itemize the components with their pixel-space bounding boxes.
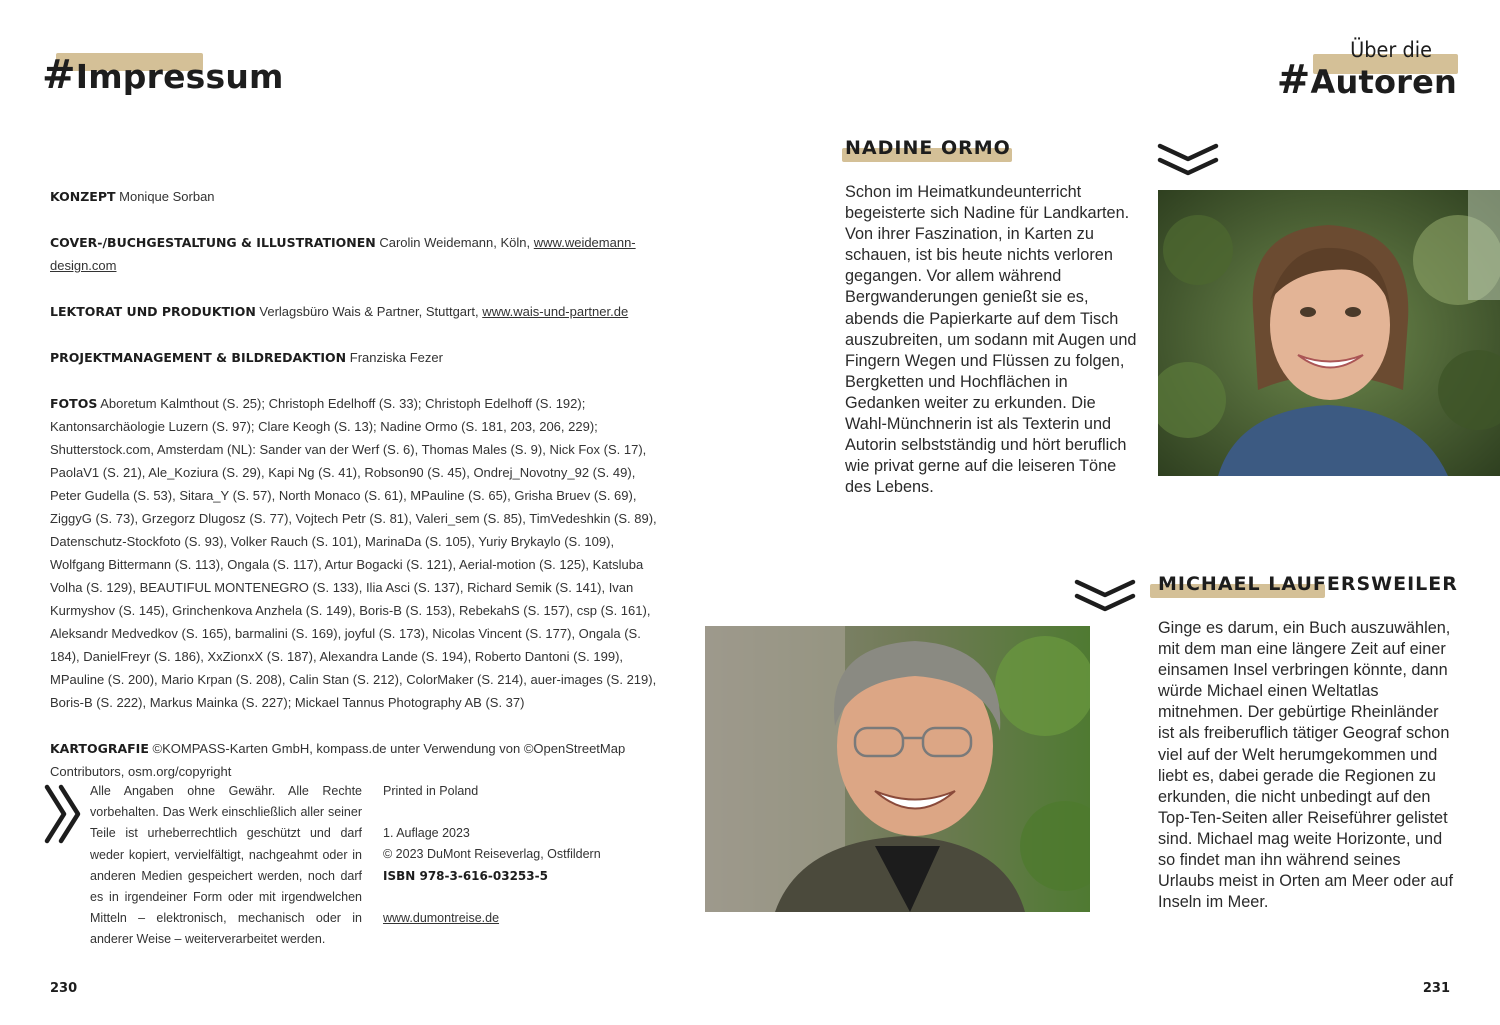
page-number-left: 230 [50,981,78,996]
copyright: © 2023 DuMont Reiseverlag, Ostfildern [383,847,601,862]
auflage: 1. Auflage 2023 [383,826,470,841]
double-chevron-right-icon [44,783,84,845]
credit-cover: COVER-/BUCHGESTALTUNG & ILLUSTRATIONEN Carolin Weidemann, Köln, www.weidemann-design.com [50,235,636,273]
disclaimer-text: Alle Angaben ohne Gewähr. Alle Rechte vorbehalten. Das Werk einschließlich aller seiner Teile ist urheberrechtlich geschützt und darf weder kopiert, vervielfältigt, nachgeahmt oder in anderen Medien gespeichert werden, noch darf es in irgendeiner Form oder mit irgendwelchen Mitteln – elektronisch, mechanisch oder in anderer Weise – weiterverarbeitet werden. [90,784,362,947]
author1-bio: Schon im Heimatkundeunterricht begeisterte sich Nadine für Landkarten. Von ihrer Faszination, in Karten zu schauen, ist bis heute nichts verloren gegangen. Vor allem während Bergwanderungen genießt sie es, abends die Papierkarte auf dem Tisch auszubreiten, um sodann mit Augen und Fingern Wegen und Flüssen zu folgen, Bergketten und Hochflächen in Gedanken weiter zu erkunden. Die Wahl-Münchnerin ist als Texterin und Autorin selbstständig und hört beruflich wie privat gerne auf die leiseren Töne des Lebens. [845,183,1137,497]
credit-projekt: PROJEKTMANAGEMENT & BILDREDAKTION Franziska Fezer [50,350,443,365]
isbn: ISBN 978-3-616-03253-5 [383,868,548,883]
page-number-right: 231 [1422,981,1450,996]
printed-in: Printed in Poland [383,784,479,798]
weidemann-link[interactable]: www.weidemann-design.com [50,235,636,273]
ueber-die-heading: Über die [1350,38,1432,62]
credits-block [50,185,660,806]
credit-fotos: FOTOS Aboretum Kalmthout (S. 25); Christoph Edelhoff (S. 33); Christoph Edelhoff (S. 192); Kantonsarchäologie Luzern (S. 97); Clare Keogh (S. 13); Nadine Ormo (S. 181, 203, 206, 229); Shutterstock.com, Amsterdam (NL): Sander van der Werf (S. 6), Thomas Males (S. 9), Nick Fox (S. 17), PaolaV1 (S. 21), Ale_Koziura (S. 29), Kapi Ng (S. 41), Robson90 (S. 45), Ondrej_Novotny_92 (S. 49), Peter Gudella (S. 53), Sitara_Y (S. 57), North Monaco (S. 61), MPauline (S. 65), Grisha Bruev (S. 69), ZiggyG (S. 73), Grzegorz Dlugosz (S. 77), Vojtech Petr (S. 81), Valeri_sem (S. 85), TimVedeshkin (S. 89), Datenschutz-Stockfoto (S. 93), Volker Rauch (S. 101), MarinaDa (S. 105), Yuriy Brykaylo (S. 109), Wolfgang Bittermann (S. 113), Ongala (S. 117), Artur Bogacki (S. 121), Aerial-motion (S. 125), Katsluba Volha (S. 129), BEAUTIFUL MONTENEGRO (S. 133), Ilia Asci (S. 137), Richard Semik (S. 141), Ivan Kurmyshov (S. 145), Grinchenkova Anzhela (S. 149), Boris-B (S. 153), RebekahS (S. 157), csp (S. 161), Aleksandr Medvedkov (S. 165), barmalini (S. 169), joyful (S. 173), Nicolas Vincent (S. 177), Ongala (S. 184), DanielFreyr (S. 186), XxZionxX (S. 187), Alexandra Lande (S. 194), Roberto Dantoni (S. 199), MPauline (S. 200), Mario Krpan (S. 208), Calin Stan (S. 212), ColorMaker (S. 214), auer-images (S. 219), Boris-B (S. 222), Markus Mainka (S. 227); Mickael Tannus Photography AB (S. 37) [50,396,657,710]
dumont-link[interactable]: www.dumontreise.de [383,910,500,925]
credit-kartografie: KARTOGRAFIE ©KOMPASS-Karten GmbH, kompass.de unter Verwendung von ©OpenStreetMap Contributors, osm.org/copyright [50,741,626,779]
wais-link[interactable]: www.wais-und-partner.de [482,304,629,319]
author1-photo [1158,190,1500,476]
publisher-info [383,781,673,929]
credit-konzept: KONZEPT Monique Sorban [50,189,215,204]
double-chevron-down-icon-2 [1074,578,1136,616]
author2-bio: Ginge es darum, ein Buch auszuwählen, mit dem man eine längere Zeit auf einer einsamen Insel verbringen könnte, dann würde Michael einen Weltatlas mitnehmen. Der gebürtige Rheinländer ist als freiberuflich tätiger Geograf schon viel auf der Welt herumgekommen und liebt es, dabei gerade die Regionen zu erkunden, die nicht unbedingt auf den Top-Ten-Seiten aller Reiseführer gelistet sind. Michael mag weite Horizonte, und so findet man ihn während seines Urlaubs meist in Orten am Meer oder auf Inseln im Meer. [1158,619,1453,912]
impressum-heading: #Impressum [42,52,284,98]
autoren-heading: #Autoren [1276,57,1457,103]
double-chevron-down-icon [1157,142,1219,180]
author1-name: NADINE ORMO [845,137,1011,159]
credit-lektorat: LEKTORAT UND PRODUKTION Verlagsbüro Wais & Partner, Stuttgart, www.wais-und-partner.de [50,304,629,319]
author2-name: MICHAEL LAUFERSWEILER [1158,573,1458,595]
author2-photo [705,626,1090,912]
